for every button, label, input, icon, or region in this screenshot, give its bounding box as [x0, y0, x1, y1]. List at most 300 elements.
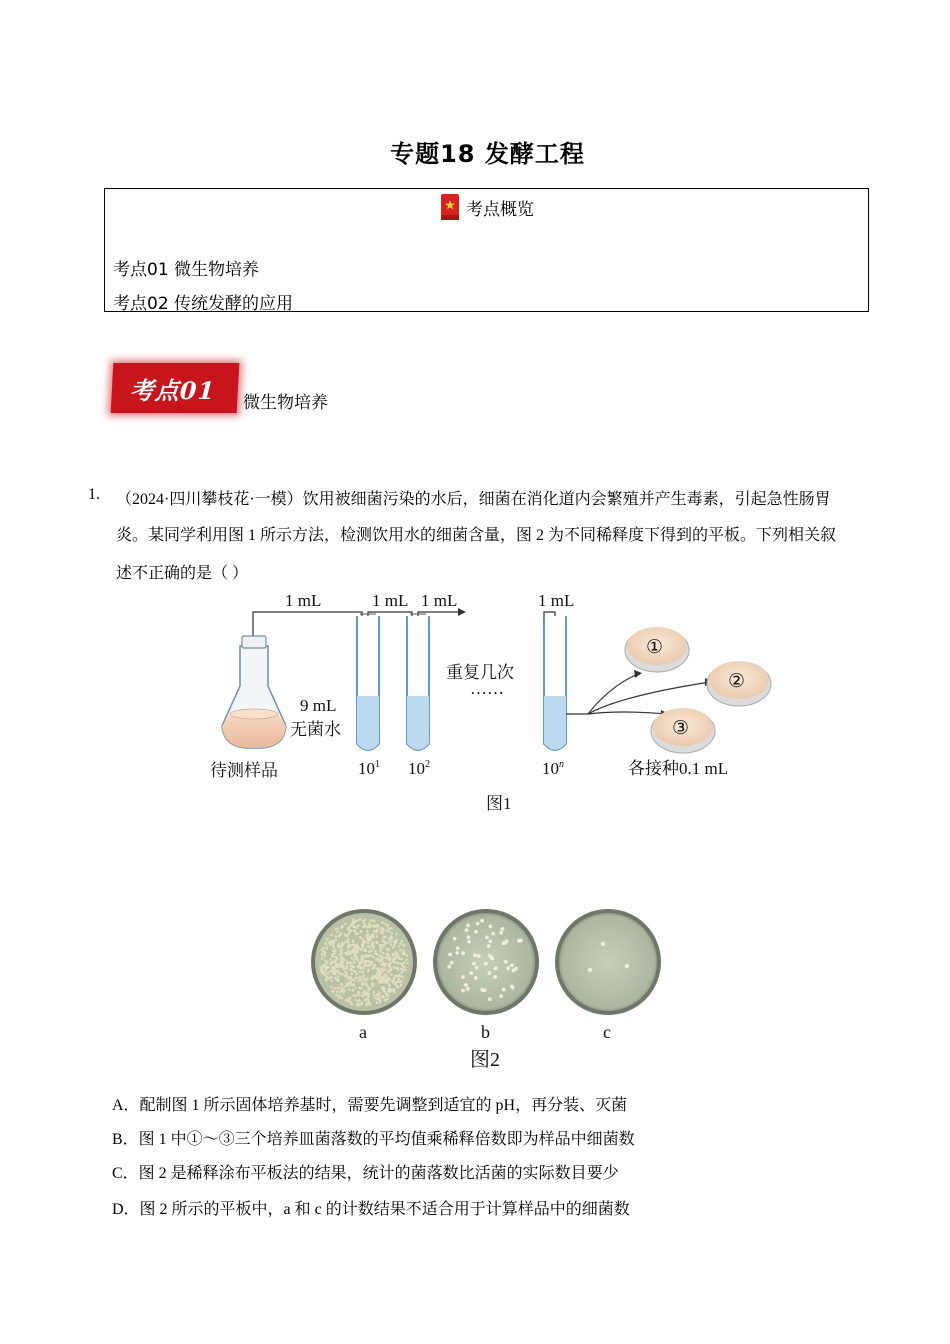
colony-dot — [340, 987, 343, 990]
colony-dot — [382, 952, 385, 955]
colony-dot — [388, 969, 391, 972]
colony-dot — [461, 975, 465, 979]
colony-dot — [399, 975, 402, 978]
colony-dot — [345, 972, 348, 975]
colony-dot — [349, 968, 352, 971]
colony-dot — [340, 959, 343, 962]
plate-label-b: b — [481, 1022, 490, 1042]
colony-dot — [332, 990, 335, 993]
colony-dot — [353, 961, 356, 964]
overview-heading — [440, 191, 534, 221]
colony-dot — [397, 954, 400, 957]
colony-dot — [384, 969, 387, 972]
colony-dot — [390, 927, 393, 930]
colony-dot — [334, 987, 337, 990]
colony-dot — [352, 918, 355, 921]
colony-dot — [344, 959, 347, 962]
colony-dot — [387, 990, 390, 993]
colony-dot — [399, 962, 402, 965]
colony-dot — [506, 966, 510, 970]
label-sample: 待测样品 — [210, 761, 278, 780]
colony-dot — [362, 955, 365, 958]
colony-dot — [487, 971, 491, 975]
colony-dot — [326, 965, 329, 968]
colony-dot — [345, 999, 348, 1002]
colony-dot — [357, 924, 360, 927]
colony-dot — [348, 988, 351, 991]
colony-dot — [376, 925, 379, 928]
colony-dot — [324, 960, 327, 963]
tube-label-n: 10$^n$ — [542, 759, 564, 778]
colony-dot — [332, 944, 335, 947]
colony-dot — [499, 931, 503, 935]
colony-dot — [381, 929, 384, 932]
colony-dot — [357, 992, 360, 995]
colony-dot — [387, 994, 390, 997]
colony-dot — [335, 977, 338, 980]
tube-label-1: $10^1$ — [358, 759, 380, 778]
colony-dot — [399, 980, 402, 983]
colony-dot — [343, 986, 346, 989]
plate-label-c: c — [603, 1022, 611, 1042]
colony-dot — [467, 940, 471, 944]
colony-dot — [391, 932, 394, 935]
colony-dot — [375, 931, 378, 934]
colony-dot — [330, 934, 333, 937]
colony-dot — [395, 981, 398, 984]
colony-dot — [365, 950, 368, 953]
colony-dot — [374, 964, 377, 967]
colony-dot — [368, 946, 371, 949]
colony-dot — [349, 981, 352, 984]
colony-dot — [362, 942, 365, 945]
colony-dot — [375, 977, 378, 980]
colony-dot — [363, 964, 366, 967]
label-transfer-1: 1 mL — [285, 591, 322, 610]
colony-dot — [371, 968, 374, 971]
colony-dot — [347, 934, 350, 937]
colony-dot — [379, 950, 382, 953]
colony-dot — [360, 1003, 363, 1006]
colony-dot — [388, 956, 391, 959]
colony-dot — [370, 977, 373, 980]
colony-dot — [388, 964, 391, 967]
colony-dot — [342, 966, 345, 969]
colony-dot — [395, 933, 398, 936]
colony-dot — [346, 953, 349, 956]
colony-dot — [342, 991, 345, 994]
plate-label-2: ② — [728, 671, 746, 692]
colony-dot — [353, 983, 356, 986]
colony-dot — [325, 969, 328, 972]
label-repeat: 重复几次 — [446, 663, 514, 682]
colony-dot — [351, 1003, 354, 1006]
test-tubes — [357, 614, 566, 750]
colony-dot — [465, 928, 469, 932]
colony-dot — [367, 986, 370, 989]
colony-dot — [456, 946, 460, 950]
colony-dot — [378, 960, 381, 963]
colony-dot — [474, 976, 478, 980]
colony-dot — [519, 939, 523, 943]
colony-dot — [380, 960, 383, 963]
colony-dot — [386, 998, 389, 1001]
colony-dot — [401, 958, 404, 961]
colony-dot — [466, 987, 470, 991]
colony-dot — [340, 983, 343, 986]
section-label: 微生物培养 — [243, 393, 328, 413]
colony-dot — [490, 956, 494, 960]
colony-dot — [337, 966, 340, 969]
colony-dot — [369, 939, 372, 942]
colony-dot — [354, 970, 357, 973]
colony-dot — [362, 959, 365, 962]
colony-dot — [347, 976, 350, 979]
colony-dot — [361, 994, 364, 997]
colony-dot — [510, 964, 514, 968]
overview-item-1: 考点01 微生物培养 — [113, 260, 260, 280]
colony-dot — [348, 932, 351, 935]
colony-dot — [356, 932, 359, 935]
overview-box — [104, 188, 869, 312]
overview-heading-text: 考点概览 — [466, 200, 534, 220]
colony-dot — [376, 967, 379, 970]
colony-dot — [386, 925, 389, 928]
label-transfer-3: 1 mL — [421, 591, 458, 610]
colony-dot — [469, 971, 473, 975]
colony-dot — [370, 919, 373, 922]
colony-dot — [362, 940, 365, 943]
colony-dot — [400, 968, 403, 971]
colony-dot — [501, 927, 505, 931]
colony-dot — [487, 944, 491, 948]
colony-dot — [350, 924, 353, 927]
colony-dot — [388, 984, 391, 987]
colony-dot — [356, 951, 359, 954]
colony-dot — [397, 969, 400, 972]
colony-dot — [461, 989, 465, 993]
colony-dot — [494, 966, 498, 970]
colony-dot — [392, 979, 395, 982]
colony-dot — [379, 947, 382, 950]
colony-dot — [354, 926, 357, 929]
colony-dot — [502, 988, 506, 992]
colony-dot — [402, 969, 405, 972]
colony-dot — [335, 962, 338, 965]
colony-dot — [484, 962, 488, 966]
colony-dot — [367, 970, 370, 973]
transfer-lines — [253, 612, 555, 708]
colony-dot — [368, 951, 371, 954]
label-inoculate: 各接种0.1 mL — [628, 759, 729, 778]
colony-dot — [347, 984, 350, 987]
colony-dot — [393, 977, 396, 980]
question-number: 1. — [88, 486, 100, 503]
colony-dot — [368, 922, 371, 925]
label-sterile-water: 无菌水 — [290, 720, 341, 739]
colony-dot — [360, 979, 363, 982]
colony-dot — [367, 941, 370, 944]
plate-c — [555, 909, 661, 1015]
colony-dot — [382, 936, 385, 939]
colony-dot — [383, 940, 386, 943]
colony-dot — [403, 961, 406, 964]
plate-label-3: ③ — [672, 718, 690, 739]
colony-dot — [448, 953, 452, 957]
colony-dot — [324, 963, 327, 966]
colony-dot — [327, 972, 330, 975]
colony-dot — [394, 957, 397, 960]
colony-dot — [330, 980, 333, 983]
colony-dot — [383, 989, 386, 992]
colony-dot — [367, 933, 370, 936]
colony-dot — [341, 973, 344, 976]
sample-flask — [222, 636, 286, 748]
colony-dot — [362, 920, 365, 923]
colony-dot — [330, 940, 333, 943]
colony-dot — [329, 962, 332, 965]
colony-dot — [376, 994, 379, 997]
colony-dot — [488, 997, 492, 1001]
colony-dot — [401, 976, 404, 979]
colony-dot — [366, 992, 369, 995]
colony-dot — [353, 958, 356, 961]
colony-dot — [376, 941, 379, 944]
colony-dot — [403, 944, 406, 947]
colony-dot — [390, 944, 393, 947]
colony-dot — [336, 979, 339, 982]
colony-dot — [381, 932, 384, 935]
colony-dot — [397, 986, 400, 989]
colony-dot — [363, 999, 366, 1002]
colony-dot — [388, 988, 391, 991]
label-water-volume: 9 mL — [300, 696, 337, 715]
colony-dot — [383, 922, 386, 925]
colony-dot — [389, 978, 392, 981]
colony-dot — [338, 994, 341, 997]
colony-dot — [488, 939, 492, 943]
colony-dot — [480, 919, 484, 923]
colony-dot — [347, 949, 350, 952]
colony-dot — [361, 970, 364, 973]
colony-dot — [336, 957, 339, 960]
colony-dot — [504, 960, 508, 964]
colony-dot — [339, 932, 342, 935]
colony-dot — [384, 999, 387, 1002]
colony-dot — [329, 943, 332, 946]
colony-dot — [405, 959, 408, 962]
colony-dot — [355, 919, 358, 922]
colony-dot — [350, 957, 353, 960]
colony-dot — [368, 964, 371, 967]
colony-dot — [349, 962, 352, 965]
colony-dot — [357, 980, 360, 983]
colony-dot — [402, 949, 405, 952]
colony-dot — [491, 932, 495, 936]
colony-dot — [385, 974, 388, 977]
colony-dot — [330, 977, 333, 980]
colony-dot — [511, 986, 515, 990]
plate-a — [311, 909, 417, 1015]
colony-dot — [353, 943, 356, 946]
colony-dot — [388, 937, 391, 940]
colony-dot — [382, 986, 385, 989]
colony-dot — [364, 941, 367, 944]
colony-dot — [339, 965, 342, 968]
colony-dot — [356, 1004, 359, 1007]
colony-dot — [385, 980, 388, 983]
colony-dot — [376, 1001, 379, 1004]
colony-dot — [349, 997, 352, 1000]
colony-dot — [393, 953, 396, 956]
red-book-icon — [440, 193, 460, 221]
colony-dot — [392, 988, 395, 991]
colony-dot — [377, 957, 380, 960]
colony-dot — [334, 935, 337, 938]
colony-dot — [363, 989, 366, 992]
colony-dot — [387, 949, 390, 952]
option-d: D．图 2 所示的平板中，a 和 c 的计数结果不适合用于计算样品中的细菌数 — [112, 1201, 630, 1218]
colony-dot — [367, 989, 370, 992]
colony-dot — [384, 956, 387, 959]
colony-dot — [349, 976, 352, 979]
colony-dot — [397, 981, 400, 984]
colony-dot — [393, 966, 396, 969]
colony-dot — [399, 943, 402, 946]
colony-dot — [370, 954, 373, 957]
colony-dot — [473, 953, 477, 957]
colony-dot — [379, 944, 382, 947]
colony-dot — [353, 955, 356, 958]
colony-dot — [341, 942, 344, 945]
colony-dot — [472, 962, 476, 966]
colony-dot — [338, 935, 341, 938]
colony-dot — [505, 939, 509, 943]
colony-dot — [493, 975, 497, 979]
colony-dot — [381, 921, 384, 924]
tube-label-2: $10^2$ — [408, 759, 430, 778]
colony-dot — [360, 948, 363, 951]
colony-dot — [364, 924, 367, 927]
colony-dot — [366, 930, 369, 933]
colony-dot — [347, 940, 350, 943]
page-title: 专题18 发酵工程 — [390, 140, 585, 168]
colony-dot — [381, 968, 384, 971]
colony-dot — [337, 945, 340, 948]
colony-dot — [383, 965, 386, 968]
colony-dot — [389, 990, 392, 993]
option-b: B．图 1 中①～③三个培养皿菌落数的平均值乘稀释倍数即为样品中细菌数 — [112, 1131, 635, 1148]
colony-dot — [351, 949, 354, 952]
colony-dot — [453, 937, 457, 941]
colony-dot — [323, 947, 326, 950]
colony-dot — [321, 949, 324, 952]
colony-dot — [350, 929, 353, 932]
colony-dot — [358, 987, 361, 990]
question-text-line-3: 述不正确的是（ ） — [116, 565, 249, 582]
colony-dot — [372, 975, 375, 978]
colony-dot — [370, 960, 373, 963]
colony-dot — [325, 979, 328, 982]
figure-1-dilution-diagram — [190, 586, 790, 816]
colony-dot — [400, 984, 403, 987]
colony-dot — [355, 973, 358, 976]
colony-dot — [337, 987, 340, 990]
colony-dot — [359, 971, 362, 974]
plate-b — [433, 909, 539, 1015]
option-a: A．配制图 1 所示固体培养基时，需要先调整到适宜的 pH，再分装、灭菌 — [112, 1097, 628, 1114]
label-transfer-2: 1 mL — [372, 591, 409, 610]
colony-dot — [352, 939, 355, 942]
colony-dot — [336, 969, 339, 972]
colony-dot — [390, 973, 393, 976]
colony-dot — [406, 954, 409, 957]
colony-dot — [336, 991, 339, 994]
colony-dot — [514, 967, 518, 971]
colony-dot — [330, 986, 333, 989]
colony-dot — [324, 954, 327, 957]
colony-dot — [332, 955, 335, 958]
colony-dot — [337, 975, 340, 978]
colony-dot — [406, 962, 409, 965]
colony-dot — [367, 954, 370, 957]
colony-dot — [348, 945, 351, 948]
colony-dot — [352, 994, 355, 997]
colony-dot — [352, 966, 355, 969]
colony-dot — [395, 951, 398, 954]
colony-dot — [321, 953, 324, 956]
colony-dot — [450, 961, 454, 965]
colony-dot — [333, 971, 336, 974]
colony-dot — [361, 984, 364, 987]
option-c: C．图 2 是稀释涂布平板法的结果，统计的菌落数比活菌的实际数目要少 — [112, 1165, 619, 1182]
colony-dot — [374, 950, 377, 953]
colony-dot — [383, 978, 386, 981]
colony-dot — [329, 970, 332, 973]
colony-dot — [379, 955, 382, 958]
colony-dot — [329, 958, 332, 961]
colony-dot — [357, 1000, 360, 1003]
colony-dot — [366, 937, 369, 940]
colony-dot — [378, 996, 381, 999]
colony-dot — [347, 927, 350, 930]
colony-dot — [475, 966, 479, 970]
colony-dot — [378, 991, 381, 994]
colony-dot — [367, 1002, 370, 1005]
colony-dot — [376, 953, 379, 956]
colony-dot — [371, 982, 374, 985]
arrow-heads — [358, 608, 559, 712]
colony-dot — [389, 940, 392, 943]
colony-dot — [373, 994, 376, 997]
colony-dot — [349, 953, 352, 956]
colony-dot — [320, 967, 323, 970]
question-text-line-1: （2024·四川攀枝花·一模）饮用被细菌污染的水后，细菌在消化道内会繁殖并产生毒素，引起急性肠胃 — [116, 491, 831, 508]
colony-dot — [359, 961, 362, 964]
figure-2-caption: 图2 — [470, 1049, 500, 1071]
plate-label-1: ① — [646, 637, 664, 658]
figure-1-caption: 图1 — [486, 794, 512, 813]
colony-dot — [323, 952, 326, 955]
colony-dot — [370, 935, 373, 938]
colony-dot — [353, 979, 356, 982]
colony-dot — [344, 923, 347, 926]
colony-dot — [324, 942, 327, 945]
inoculation-arrows — [566, 674, 710, 714]
colony-dot — [369, 1003, 372, 1006]
colony-dot — [321, 957, 324, 960]
colony-dot — [336, 931, 339, 934]
